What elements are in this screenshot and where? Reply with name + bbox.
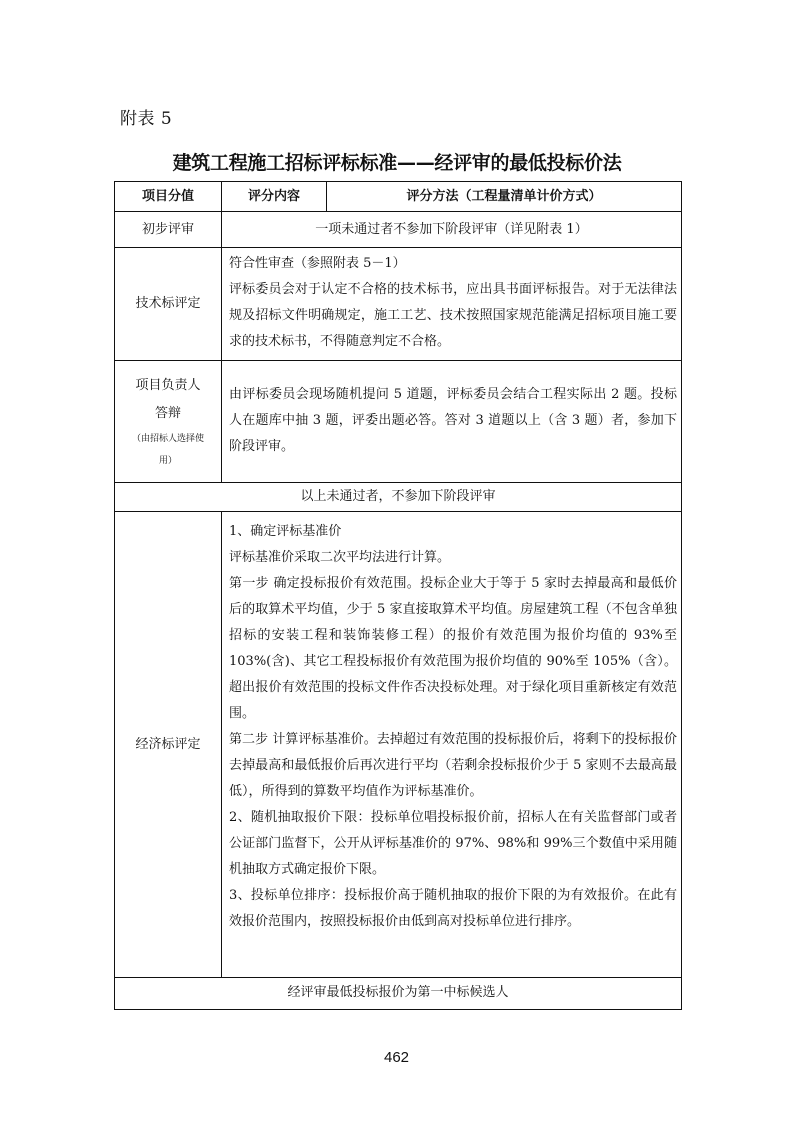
preliminary-text: 一项未通过者不参加下阶段评审（详见附表 1） <box>315 221 588 237</box>
defense-label-line2: 答辩 <box>154 405 181 421</box>
page-number: 462 <box>383 1049 410 1066</box>
fail-note: 以上未通过者，不参加下阶段评审 <box>300 489 496 504</box>
economic-paragraph: 2、随机抽取报价下限：投标单位唱投标报价前，招标人在有关监督部门或者公证部门监督下，公开从评标基准价的 97%、98%和 99%三个数值中采用随机抽取方式确定报价下限。 <box>229 810 677 877</box>
defense-text: 由评标委员会现场随机提问 5 道题，评标委员会结合工程实际出 2 题。投标人在题库中抽 3 题，评委出题必答。答对 3 道题以上（含 3 题）者，参加下阶段评审。 <box>229 387 677 454</box>
economic-text <box>229 519 677 935</box>
appendix-label: 附表 5 <box>120 109 173 129</box>
technical-label: 技术标评定 <box>135 296 201 311</box>
defense-note: （由招标人选择使用） <box>131 433 204 466</box>
header-method: 评分方法（工程量清单计价方式） <box>406 188 602 204</box>
page-title: 建筑工程施工招标评标标准——经评审的最低投标价法 <box>172 152 622 174</box>
economic-paragraph: 第二步 计算评标基准价。去掉超过有效范围的投标报价后，将剩下的投标报价去掉最高和最低报价后再次进行平均（若剩余投标报价少于 5 家则不去最高最低），所得到的算数平均值作为评标基准价。 <box>229 732 677 799</box>
column-divider <box>221 511 222 977</box>
technical-text <box>229 251 677 355</box>
economic-label: 经济标评定 <box>135 736 201 752</box>
header-content: 评分内容 <box>247 188 300 204</box>
economic-paragraph: 3、投标单位排序：投标报价高于随机抽取的报价下限的为有效报价。在此有效报价范围内，按照投标报价由低到高对投标单位进行排序。 <box>229 888 677 929</box>
header-item-score: 项目分值 <box>141 188 194 204</box>
defense-label <box>115 361 221 482</box>
economic-paragraph: 评标基准价采取二次平均法进行计算。 <box>229 550 451 565</box>
defense-text-cell <box>229 382 677 460</box>
economic-paragraph: 1、确定评标基准价 <box>229 524 342 539</box>
preliminary-label: 初步评审 <box>141 221 194 237</box>
conclusion: 经评审最低投标报价为第一中标候选人 <box>287 985 509 1000</box>
evaluation-table <box>114 181 682 1010</box>
technical-line: 符合性审查（参照附表 5－1） <box>229 256 406 271</box>
economic-paragraph: 第一步 确定投标报价有效范围。投标企业大于等于 5 家时去掉最高和最低价后的取算术平均值，少于 5 家直接取算术平均值。房屋建筑工程（不包含单独招标的安装工程和装饰装修工程）的报价有效范围为报价均值的 93%至 103%(含)、其它工程投标报价有效范围为报价均值的 90%至 105%（含）。超出报价有效范围的投标文件作否决投标处理。对于绿化项目重新核定有效范围。 <box>229 576 677 721</box>
defense-label-line1: 项目负责人 <box>135 377 201 393</box>
technical-line: 评标委员会对于认定不合格的技术标书，应出具书面评标报告。对于无法律法规及招标文件明确规定，施工工艺、技术按照国家规范能满足招标项目施工要求的技术标书，不得随意判定不合格。 <box>229 282 677 349</box>
